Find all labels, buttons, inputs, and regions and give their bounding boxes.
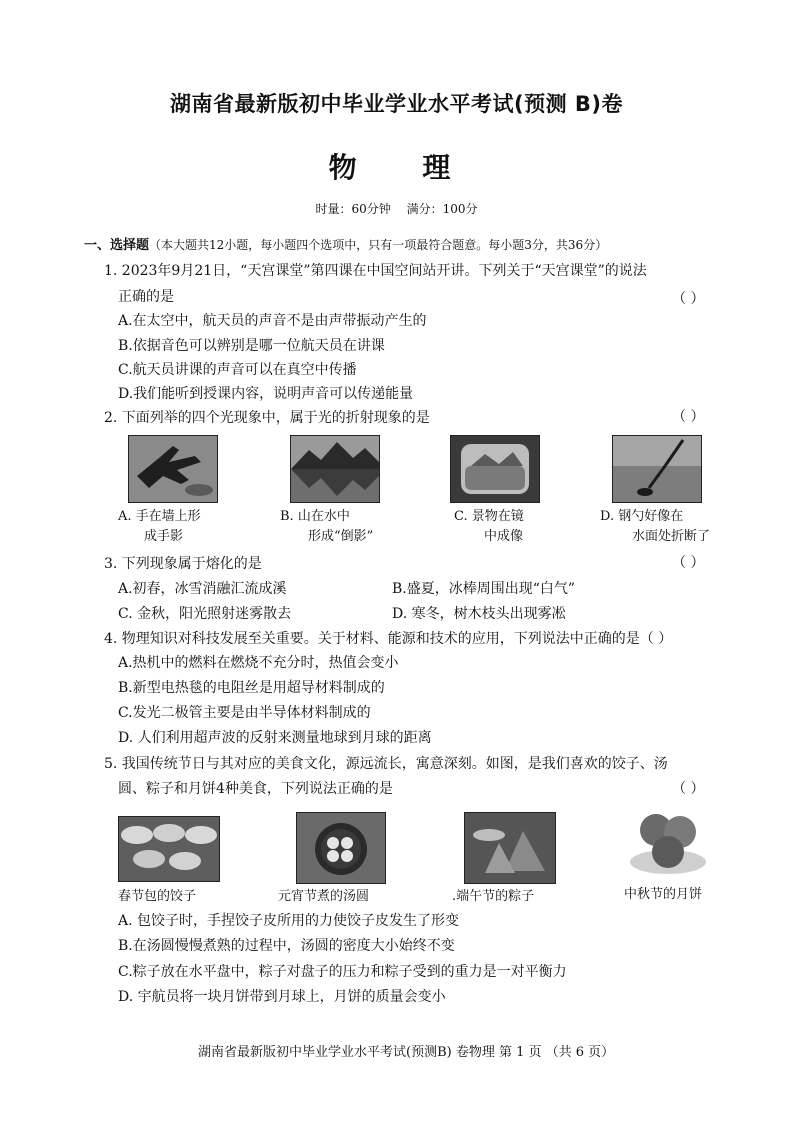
q1-option-c: C.航天员讲课的声音可以在真空中传播 (118, 362, 357, 378)
time-limit: 时量：60分钟 (315, 202, 391, 216)
q4-option-d: D. 人们利用超声波的反射来测量地球到月球的距离 (118, 730, 432, 746)
q5-stem-line1: 5. 我国传统节日与其对应的美食文化，源远流长，寓意深刻。如图，是我们喜欢的饺子、汤 (104, 756, 668, 772)
mooncake-image (626, 804, 710, 880)
q2-option-c: C. 景物在镜 (454, 509, 524, 524)
exam-title: 湖南省最新版初中毕业学业水平考试(预测 B)卷 (169, 92, 623, 116)
section-note: （本大题共12小题，每小题四个选项中，只有一项最符合题意。每小题3分，共36分） (149, 238, 608, 252)
tangyuan-image (296, 812, 386, 884)
q5-option-b: B.在汤圆慢慢煮熟的过程中，汤圆的密度大小始终不变 (118, 938, 455, 954)
spoon-in-water-image (612, 435, 702, 503)
q2-option-b-cont: 形成“倒影” (308, 529, 374, 544)
q3-stem: 3. 下列现象属于熔化的是 (104, 556, 262, 572)
q2-option-c-cont: 中成像 (484, 529, 524, 544)
q2-option-d: D. 钢勺好像在 (600, 509, 684, 524)
mirror-image (450, 435, 540, 503)
q1-option-a: A.在太空中，航天员的声音不是由声带振动产生的 (118, 313, 427, 329)
q2-option-a: A. 手在墙上形 (118, 509, 201, 524)
q3-answer-paren: （ ） (672, 555, 705, 571)
full-score: 满分：100分 (406, 202, 478, 216)
q5-caption-dumplings: 春节包的饺子 (118, 889, 197, 904)
q4-stem: 4. 物理知识对科技发展至关重要。关于材料、能源和技术的应用，下列说法中正确的是（ ） (104, 631, 673, 647)
q1-stem-line1: 1. 2023年9月21日，“天宫课堂”第四课在中国空间站开讲。下列关于“天宫课堂”的说法 (104, 263, 647, 279)
zongzi-image (464, 812, 556, 884)
q1-stem-line2: 正确的是 (118, 289, 174, 305)
q1-answer-paren: （ ） (672, 291, 705, 307)
subject-title: 物 理 (328, 151, 479, 184)
q2-answer-paren: （ ） (672, 409, 705, 425)
q5-answer-paren: （ ） (672, 781, 705, 797)
q2-stem: 2. 下面列举的四个光现象中，属于光的折射现象的是 (104, 410, 430, 426)
mountain-reflection-image (290, 435, 380, 503)
q2-option-b: B. 山在水中 (280, 509, 350, 524)
q5-caption-zongzi: .端午节的粽子 (452, 889, 535, 904)
q5-stem-line2: 圆、粽子和月饼4种美食，下列说法正确的是 (118, 781, 393, 797)
q1-option-d: D.我们能听到授课内容，说明声音可以传递能量 (118, 386, 414, 402)
dumplings-image (118, 816, 220, 882)
q3-option-a: A.初春，冰雪消融汇流成溪 (118, 581, 287, 597)
hand-shadow-image (128, 435, 218, 503)
q4-option-b: B.新型电热毯的电阻丝是用超导材料制成的 (118, 680, 385, 696)
q1-option-b: B.依据音色可以辨别是哪一位航天员在讲课 (118, 338, 385, 354)
q5-option-c: C.粽子放在水平盘中，粽子对盘子的压力和粽子受到的重力是一对平衡力 (118, 964, 567, 980)
q5-caption-mooncake: 中秋节的月饼 (624, 887, 703, 902)
q2-option-d-cont: 水面处折断了 (632, 529, 711, 544)
q3-option-d: D. 寒冬，树木枝头出现雾凇 (392, 606, 566, 622)
q3-option-b: B.盛夏，冰棒周围出现“白气” (392, 581, 576, 597)
section-label: 一、选择题 (84, 238, 150, 253)
q4-option-c: C.发光二极管主要是由半导体材料制成的 (118, 705, 371, 721)
q5-option-d: D. 宇航员将一块月饼带到月球上，月饼的质量会变小 (118, 989, 446, 1005)
section-heading (84, 234, 607, 253)
q4-option-a: A.热机中的燃料在燃烧不充分时，热值会变小 (118, 655, 399, 671)
page-footer: 湖南省最新版初中毕业学业水平考试(预测B) 卷物理 第 1 页 （共 6 页） (198, 1045, 615, 1060)
exam-meta (0, 200, 793, 217)
q2-option-a-cont: 成手影 (144, 529, 184, 544)
q3-option-c: C. 金秋，阳光照射迷雾散去 (118, 606, 292, 622)
q5-option-a: A. 包饺子时，手捏饺子皮所用的力使饺子皮发生了形变 (118, 913, 460, 929)
q5-caption-tangyuan: 元宵节煮的汤圆 (278, 889, 370, 904)
